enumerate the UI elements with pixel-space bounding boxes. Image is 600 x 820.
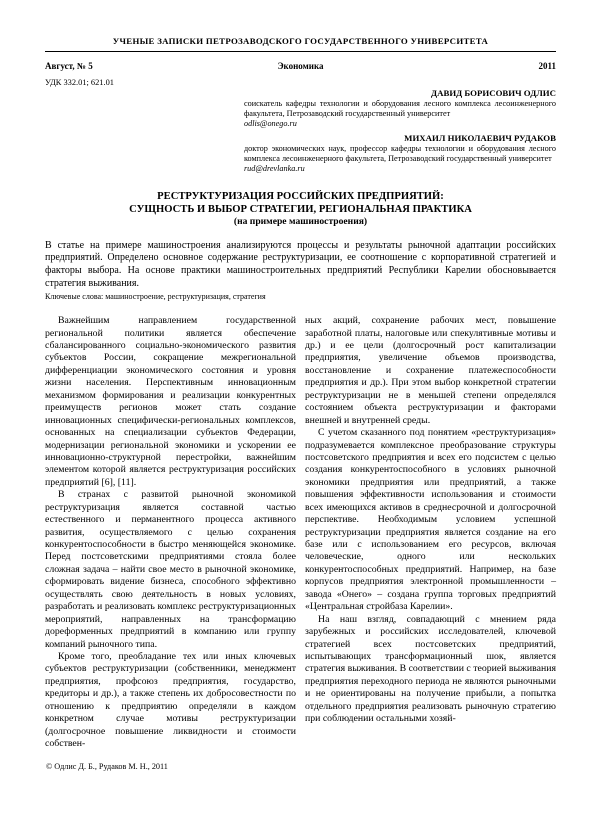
paragraph: На наш взгляд, совпадающий с мнением ряда зарубежных и российских исследователей, ключевой стратегией всех постсоветских предприятий, испытывающих трансформационный шок, является стратегия выживания. В соответствии с теорией выживания предприятия переходного периода не являются рыночными и не ориентированы на получение прибыли, а попытка отдельного предприятия реализовать рыночную стратегию при соблюдении остальными хозяй- (305, 613, 556, 725)
paragraph: С учетом сказанного под понятием «реструктуризация» подразумевается комплексное преобразование структуры постсоветского предприятия и всех его подсистем с целью создания конкурентоспособного в условиях рыночной экономики предприятия или предприятий, а также повышения эффективности использования и стоимости всех имеющихся активов в среднесрочной и долгосрочной перспективе. Необходимым условием успешной реструктуризации предприятия является создание на его базе или с использованием его ресурсов, включая человеческие, одного или нескольких конкурентоспособных предприятий. Например, на базе корпусов предприятия электронной промышленности – завода «Онего» – создана группа торговых предприятий «Центральная стройбаза Карелии». (305, 427, 556, 613)
year-label: 2011 (538, 61, 556, 71)
author-name: ДАВИД БОРИСОВИЧ ОДЛИС (431, 88, 556, 98)
paragraph: В странах с развитой рыночной экономикой реструктуризация является составной частью естественного и перманентного процесса активного развития, осуществляемого с целью сохранения конкурентоспособности в быстро меняющейся экономике. Перед постсоветскими предприятиями стояла более сложная задача – найти свое место в рыночной экономике, сформировать видение бизнеса, способного эффективно осуществлять свою деятельность в новых условиях, разработать и реализовать комплекс реструктуризационных мероприятий, направленных на трансформацию дореформенных предприятий в компанию или группу компаний рыночного типа. (45, 489, 296, 650)
author-entry (244, 88, 556, 129)
author-email: odlis@onego.ru (244, 118, 297, 128)
article-title-line2: СУЩНОСТЬ И ВЫБОР СТРАТЕГИИ, РЕГИОНАЛЬНАЯ ПРАКТИКА (129, 203, 472, 215)
section-label: Экономика (277, 61, 324, 71)
header-rule (45, 51, 556, 52)
paragraph: Важнейшим направлением государственной региональной политики является обеспечение сбалансированного социально-экономического развития субъектов России, сокращение межрегиональной дифференциации экономического состояния и уровня жизни населения. Перспективным инновационным механизмом формирования и реализации конкурентных преимуществ регионов может стать создание инновационных специфически-региональных комплексов, основанных на специализации субъектов Федерации, модернизации региональной экономики и ускорении ее инновационно-структурной перестройки, важнейшим элементом которой является реструктуризация российских предприятий [6], [11]. (45, 315, 296, 488)
author-email: rud@drevlanka.ru (244, 163, 305, 173)
journal-running-head: УЧЕНЫЕ ЗАПИСКИ ПЕТРОЗАВОДСКОГО ГОСУДАРСТВЕННОГО УНИВЕРСИТЕТА (112, 36, 489, 46)
left-column (45, 315, 296, 750)
author-entry (244, 133, 556, 174)
issue-label: Август, № 5 (45, 61, 93, 71)
copyright-line: © Одлис Д. Б., Рудаков М. Н., 2011 (46, 762, 168, 771)
author-name: МИХАИЛ НИКОЛАЕВИЧ РУДАКОВ (404, 132, 556, 143)
paragraph: ных акций, сохранение рабочих мест, повышение заработной платы, налоговые или спекулятивные мотивы и др.) и ее цели (долгосрочный рост капитализации предприятия, увеличение объемов производства, восстановление и сохранение платежеспособности предприятия и др.). При этом выбор конкретной стратегии реструктуризации не в меньшей степени определялся состоянием объекта реструктуризации и факторами внешней и внутренней среды. (305, 315, 556, 426)
article-title (45, 190, 556, 229)
author-affiliation: доктор экономических наук, профессор кафедры технологии и оборудования лесного комплекса лесоинженерного факультета, Петрозаводский государственный университет (244, 143, 556, 163)
article-title-line3: (на примере машиностроения) (233, 216, 368, 228)
author-affiliation: соискатель кафедры технологии и оборудования лесного комплекса лесоинженерного факультета, Петрозаводский государственный университет (244, 98, 556, 118)
issue-row (45, 61, 556, 71)
right-column (305, 315, 556, 750)
paragraph: Кроме того, преобладание тех или иных ключевых субъектов реструктуризации (собственники, менеджмент предприятия, профсоюз предприятия, государство, кредиторы и др.), а также степень их добросовестности по отношению к предприятию определяли в каждом конкретном случае мотивы реструктуризации (долгосрочное повышение ликвидности и стоимости собствен- (45, 650, 296, 750)
authors-block (244, 88, 556, 174)
body-columns (45, 315, 556, 750)
abstract-text: В статье на примере машиностроения анализируются процессы и результаты рыночной адаптации российских предприятий. Определено основное содержание реструктуризации, ее соотношение с корпоративной стратегией и факторы выбора. На основе практики машиностроительных предприятий Республики Карелии обосновывается стратегия выживания. (45, 239, 556, 289)
udk-code: УДК 332.01; 621.01 (45, 78, 114, 87)
keywords-line: Ключевые слова: машиностроение, реструктуризация, стратегия (45, 291, 266, 301)
article-title-line1: РЕСТРУКТУРИЗАЦИЯ РОССИЙСКИХ ПРЕДПРИЯТИЙ: (157, 190, 444, 202)
